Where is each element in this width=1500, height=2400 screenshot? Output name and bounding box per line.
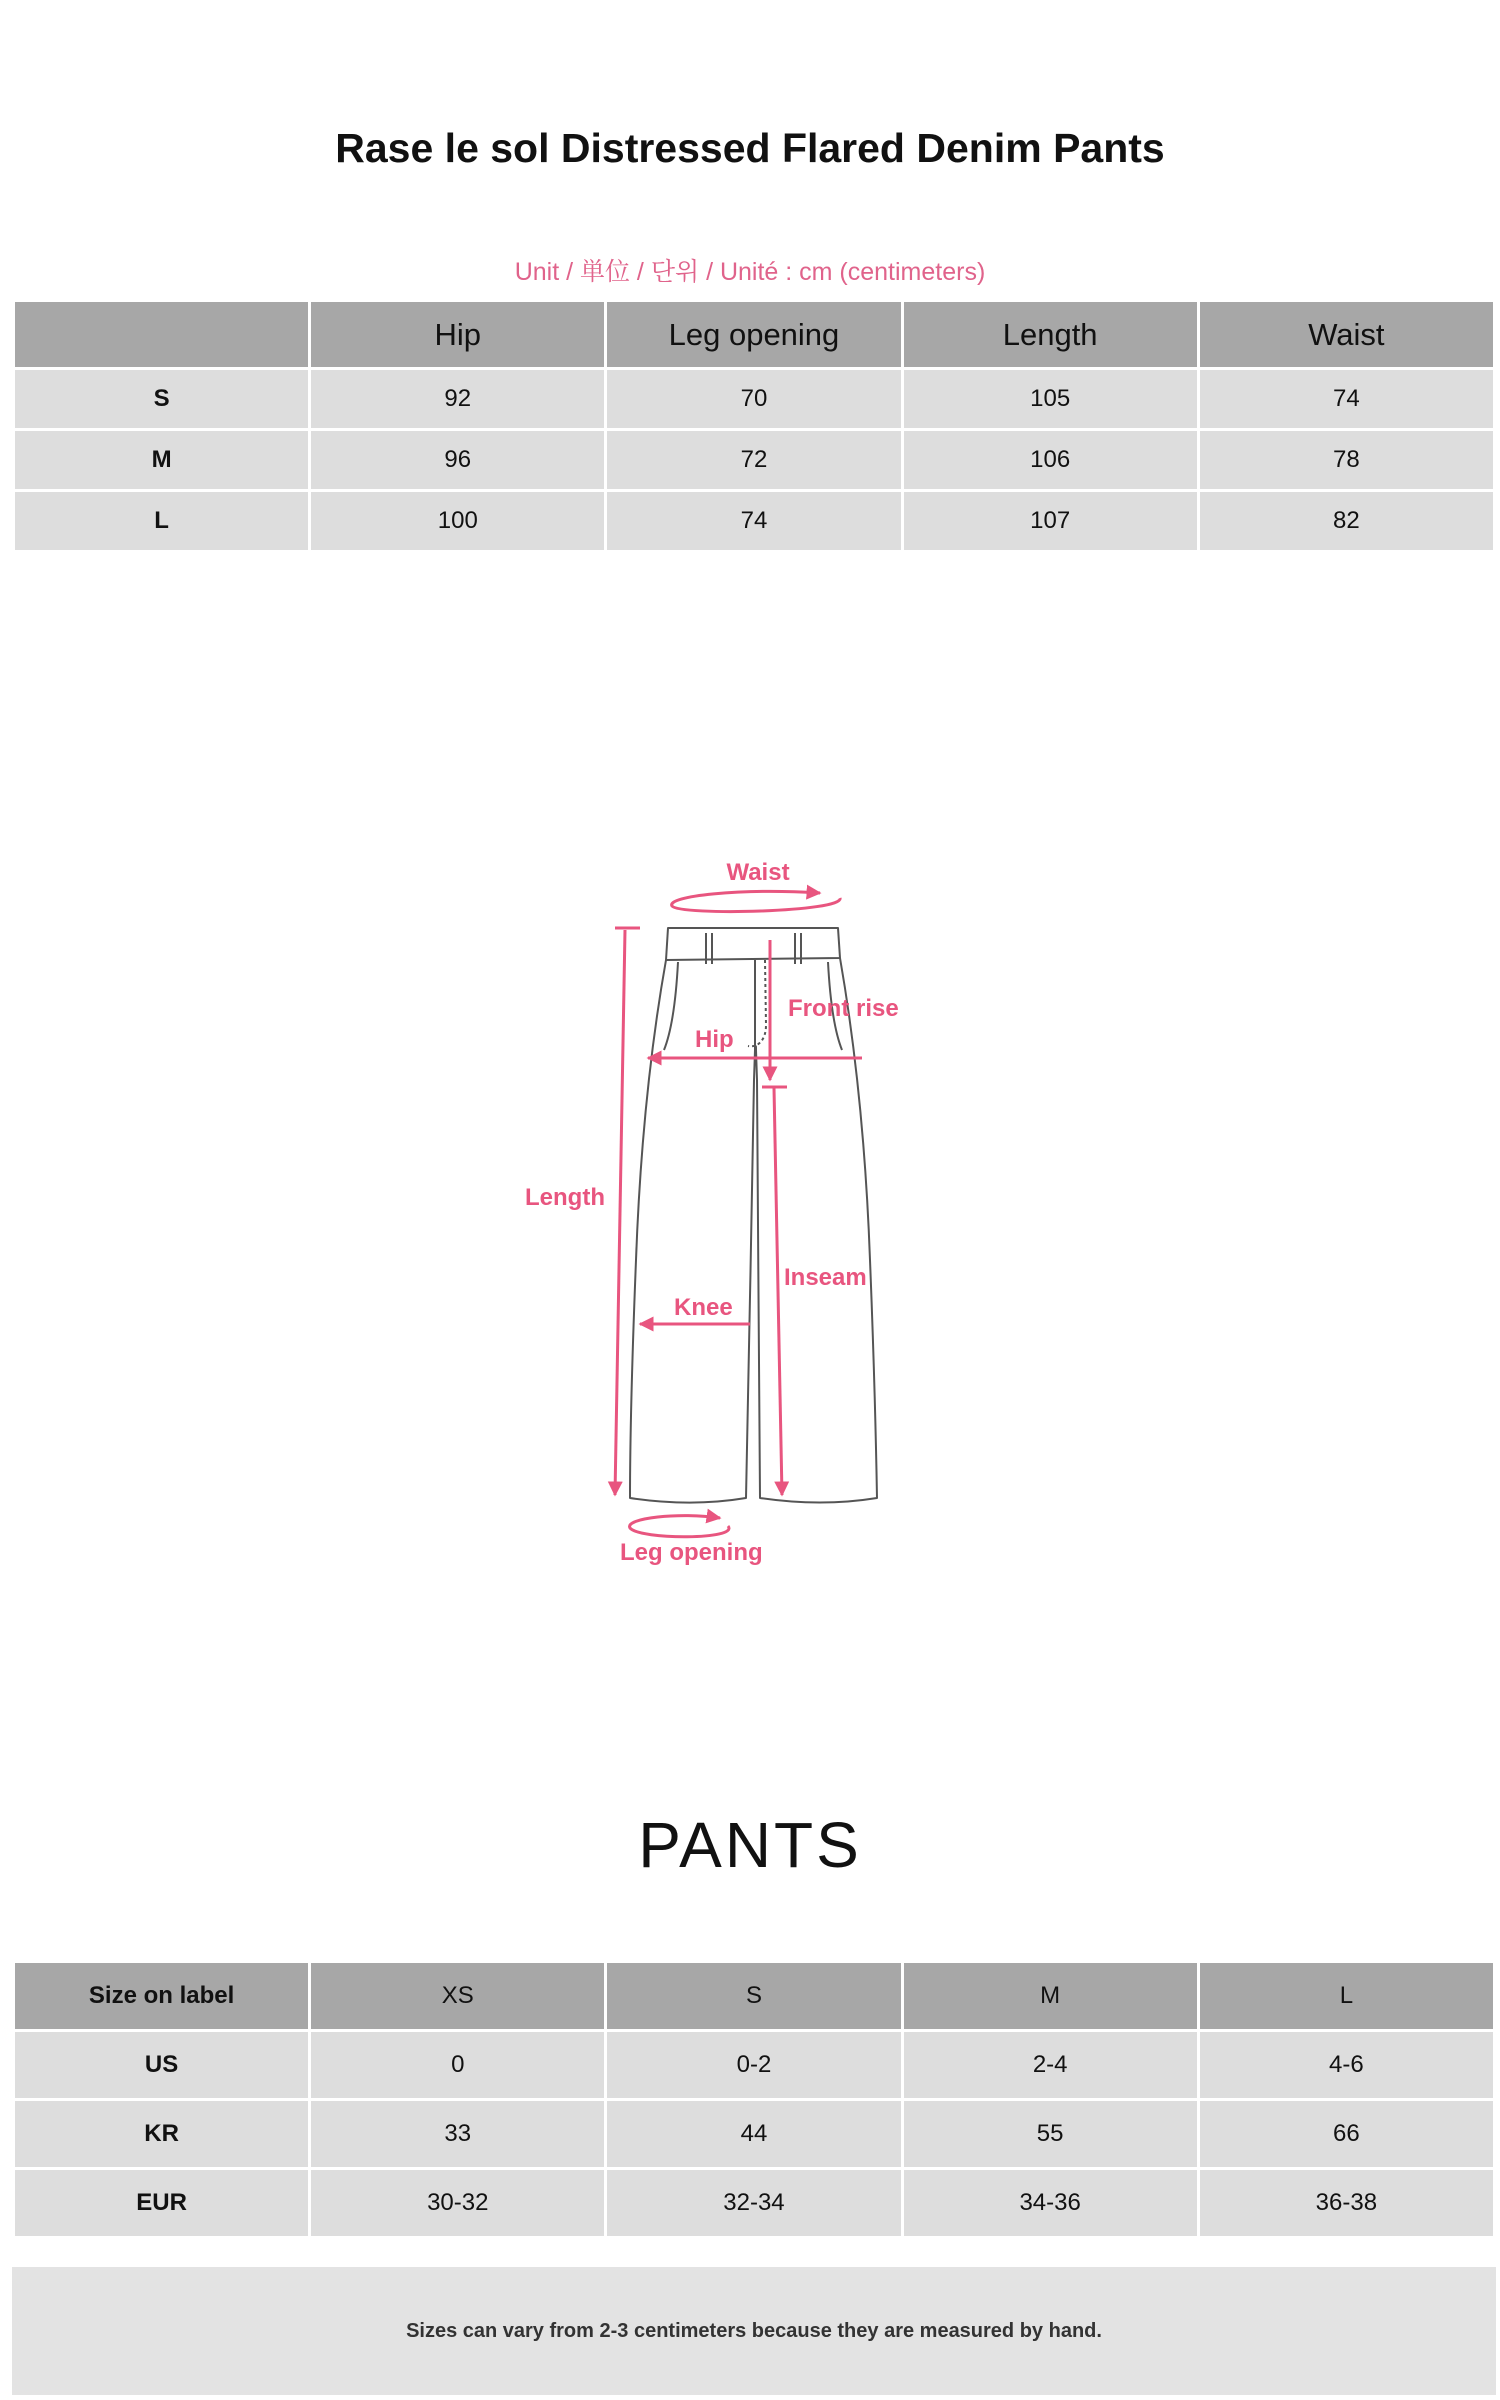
front-rise-label: Front rise [788,995,899,1022]
measurement-row-l [15,492,1493,550]
size-header-s: S [607,1963,900,2029]
region-label: KR [15,2101,308,2167]
size-value: 4-6 [1200,2032,1493,2098]
leg-opening-value: 70 [607,370,900,428]
size-row-us [15,2032,1493,2098]
hip-value: 100 [311,492,604,550]
size-header-row [15,1963,1493,2029]
length-value: 106 [904,431,1197,489]
size-value: 36-38 [1200,2170,1493,2236]
hip-value: 96 [311,431,604,489]
waist-value: 82 [1200,492,1493,550]
product-title: Rase le sol Distressed Flared Denim Pants [335,125,1165,171]
measurement-arrows [615,891,862,1536]
size-value: 66 [1200,2101,1493,2167]
measurement-header-corner [15,302,308,367]
measurement-header-length: Length [904,302,1197,367]
measurement-disclaimer: Sizes can vary from 2-3 centimeters because they are measured by hand. [12,2267,1496,2395]
size-value: 0 [311,2032,604,2098]
inseam-label: Inseam [784,1264,867,1291]
size-value: 2-4 [904,2032,1197,2098]
size-value: 33 [311,2101,604,2167]
size-header-label: Size on label [15,1963,308,2029]
measurement-header-hip: Hip [311,302,604,367]
size-header-l: L [1200,1963,1493,2029]
size-value: 0-2 [607,2032,900,2098]
measurement-header-leg-opening: Leg opening [607,302,900,367]
length-label: Length [525,1184,605,1211]
leg-opening-value: 72 [607,431,900,489]
region-label: EUR [15,2170,308,2236]
waist-value: 78 [1200,431,1493,489]
unit-note: Unit / 単位 / 단위 / Unité : cm (centimeters) [514,258,986,286]
size-conversion-table [12,1960,1496,2239]
size-chart-heading: PANTS [638,1809,862,1881]
length-value: 105 [904,370,1197,428]
knee-label: Knee [674,1294,733,1321]
size-value: 34-36 [904,2170,1197,2236]
hip-label: Hip [695,1026,734,1053]
size-value: 32-34 [607,2170,900,2236]
size-value: 30-32 [311,2170,604,2236]
waist-value: 74 [1200,370,1493,428]
size-label: L [15,492,308,550]
measurement-header-row [15,302,1493,367]
hip-value: 92 [311,370,604,428]
size-label: M [15,431,308,489]
leg-opening-label: Leg opening [620,1539,763,1566]
size-row-kr [15,2101,1493,2167]
size-header-xs: XS [311,1963,604,2029]
pants-measurement-diagram [500,840,960,1580]
size-value: 44 [607,2101,900,2167]
size-row-eur [15,2170,1493,2236]
measurement-row-s [15,370,1493,428]
leg-opening-value: 74 [607,492,900,550]
measurement-row-m [15,431,1493,489]
measurement-table [12,299,1496,553]
length-value: 107 [904,492,1197,550]
size-header-m: M [904,1963,1197,2029]
size-label: S [15,370,308,428]
waist-label: Waist [726,859,790,886]
region-label: US [15,2032,308,2098]
measurement-header-waist: Waist [1200,302,1493,367]
size-value: 55 [904,2101,1197,2167]
